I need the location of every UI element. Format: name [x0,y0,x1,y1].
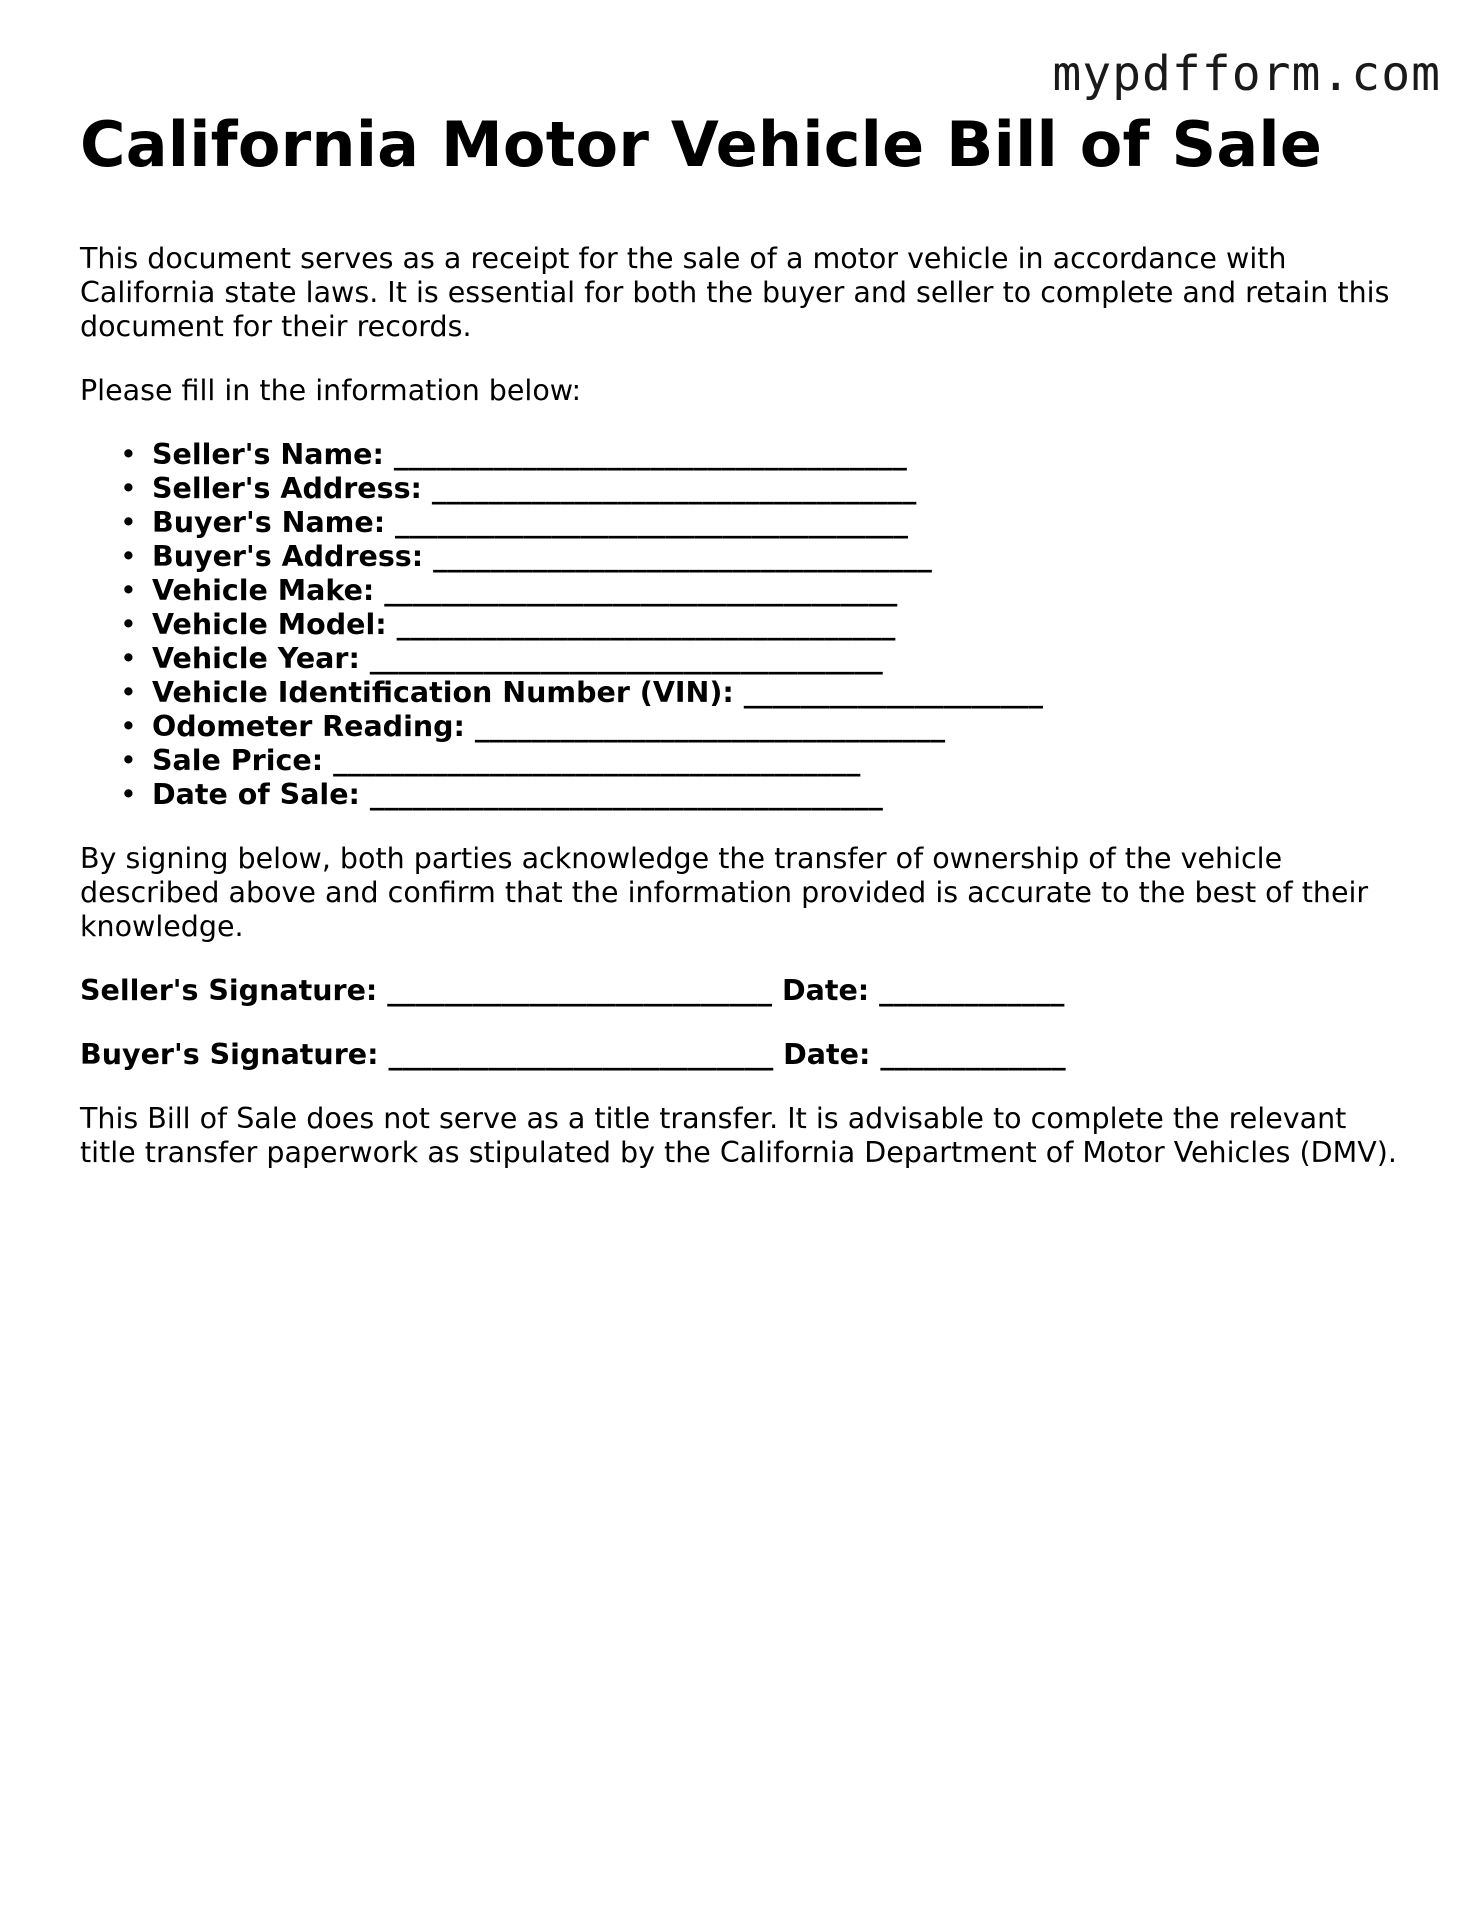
field-label: Buyer's Address: [152,540,424,574]
field-blank[interactable]: ____________________________________ [395,506,909,540]
seller-date-blank[interactable]: _____________ [879,974,1065,1008]
field-blank[interactable]: ___________________________________ [396,608,896,642]
field-label: Odometer Reading: [152,710,465,744]
field-label: Seller's Address: [152,472,422,506]
field-label: Vehicle Identification Number (VIN): [152,676,734,710]
buyer-signature-blank[interactable]: ___________________________ [388,1038,774,1072]
title-transfer-note: This Bill of Sale does not serve as a title transfer. It is advisable to complete the relevant title transfer paperwork as stipulated by the California Department of Motor Vehicles (DMV). [80,1102,1397,1170]
field-label: Vehicle Model: [152,608,387,642]
field-label: Seller's Name: [152,438,384,472]
field-vehicle-year[interactable] [152,642,1400,676]
buyer-signature-label: Buyer's Signature: [80,1038,379,1072]
buyer-date-label: Date: [783,1038,871,1072]
fill-prompt: Please fill in the information below: [80,374,582,408]
field-blank[interactable]: ___________________________________ [433,540,932,574]
field-odometer-reading[interactable] [152,710,1400,744]
field-buyers-address[interactable] [152,540,1400,574]
field-blank[interactable]: ____________________________________ [369,642,883,676]
intro-paragraph: This document serves as a receipt for the sale of a motor vehicle in accordance with California state laws. It is essential for both the buyer and seller to complete and retain this document for their records. [80,242,1390,344]
field-sellers-name[interactable] [152,438,1400,472]
seller-signature-blank[interactable]: ___________________________ [387,974,772,1008]
field-blank[interactable]: ____________________________________ [369,778,883,812]
buyer-date-blank[interactable]: _____________ [880,1038,1066,1072]
field-blank[interactable]: ____________________________________ [384,574,898,608]
document-page [80,108,1400,1170]
field-list [80,438,1400,812]
seller-date-label: Date: [781,974,870,1008]
field-blank[interactable]: _____________________ [743,676,1043,710]
field-blank[interactable]: _____________________________________ [333,744,861,778]
field-vehicle-make[interactable] [152,574,1400,608]
field-sellers-address[interactable] [152,472,1400,506]
seller-signature-label: Seller's Signature: [80,974,378,1008]
field-sale-price[interactable] [152,744,1400,778]
watermark: mypdfform.com [1052,46,1441,102]
seller-signature-line [80,974,1400,1008]
field-blank[interactable]: ____________________________________ [393,438,907,472]
field-vehicle-model[interactable] [152,608,1400,642]
buyer-signature-line [80,1038,1400,1072]
field-vin[interactable] [152,676,1400,710]
field-label: Date of Sale: [152,778,360,812]
field-buyers-name[interactable] [152,506,1400,540]
field-label: Sale Price: [152,744,324,778]
field-blank[interactable]: __________________________________ [431,472,917,506]
field-label: Vehicle Make: [152,574,375,608]
field-date-of-sale[interactable] [152,778,1400,812]
document-title: California Motor Vehicle Bill of Sale [80,108,1323,181]
field-label: Buyer's Name: [152,506,386,540]
field-blank[interactable]: _________________________________ [474,710,946,744]
acknowledgment-paragraph: By signing below, both parties acknowledge the transfer of ownership of the vehicle described above and confirm that the information provided is accurate to the best of their knowledge. [80,842,1369,944]
field-label: Vehicle Year: [152,642,360,676]
